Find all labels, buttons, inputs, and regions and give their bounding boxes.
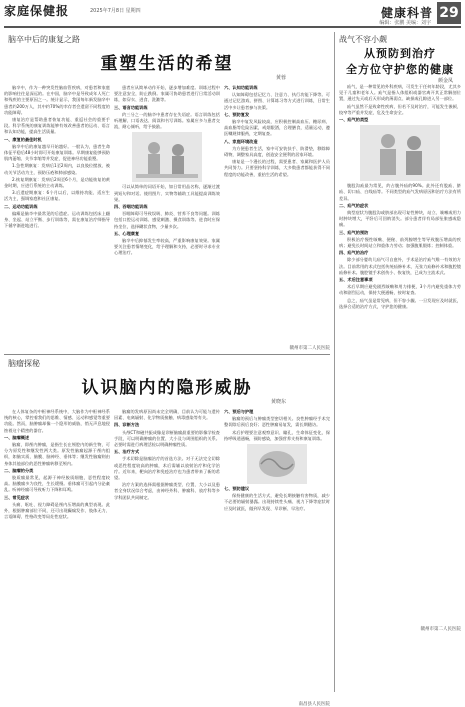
section-heading: 七、预防建议: [224, 486, 250, 492]
paragraph: 头痛、呕吐、视力障碍是颅内压增高的典型表现。此外，根据肿瘤部位不同，还可出现癫痫发作、肢体无力、言语障碍、性格改变等局灶性症状。: [4, 501, 110, 520]
section-heading: 四、疝气的治疗: [339, 250, 369, 256]
author-affiliation: 南昌县人民医院: [298, 702, 330, 707]
paragraph: 脑卒中，作为一种突发性脑血管疾病，对患者和家庭的影响往往是深远的。在中国，脑卒中是导致成年人死亡和残疾的主要原因之一。统计显示，我国每年新发脑卒中患者约200万人，其中约70%的幸存者会遗留不同程度的功能障碍。: [4, 85, 110, 115]
paragraph: 典型症状为腹股沟或脐部出现可复性肿块，站立、咳嗽或用力时肿块增大，平卧后可回纳消失。部分患者伴有局部坠胀感或隐痛。: [339, 210, 461, 228]
text-column: [224, 409, 330, 699]
article-kicker: 脑卒中后的康复之路: [8, 35, 80, 44]
paragraph: 可以从简单的词语开始，如日常用品名称，逐渐过渡到短句和对话。使用图片、实物等辅助工具能提高训练效果。: [114, 184, 220, 202]
section-title-left: 家庭保健报: [4, 4, 70, 18]
article-title-line1: 从预防到治疗: [364, 47, 436, 60]
section-heading: 五、心理康复: [114, 230, 140, 236]
article-body: [4, 409, 330, 699]
article-byline: 颜金凤: [437, 78, 453, 84]
section-heading: 一、疝气的类型: [339, 117, 369, 123]
paragraph: 在人体复杂的中枢神经系统中，大脑作为中枢神经系统的核心，掌控着我们的思维、情感、运动和感觉等重要功能。然而，脑肿瘤却像一个隐形的威胁，悄无声息地侵蚀着这个精密的器官。: [4, 409, 110, 433]
section-heading: 七、预防复发: [224, 111, 250, 117]
paragraph: 脑卒中复发风险较高，应积极控制高血压、糖尿病、高血脂等危险因素，戒烟限酒，合理膳食，适量运动，遵医嘱规律服药，定期复查。: [224, 119, 330, 137]
paragraph: 康复治疗是帮助患者恢复功能、重返社会的重要手段。科学系统的康复训练能够有效改善患者的运动、语言和认知功能，提高生活质量。: [4, 117, 110, 135]
paragraph: 总之，疝气虽是常见病，但不容小觑。一旦发现应及时就医，选择合适的治疗方式，守护您的健康。: [339, 297, 461, 309]
paragraph: 约三分之一的脑卒中患者存在失语症。语言训练包括听理解、口语表达、阅读和书写训练。家属应多与患者交流，耐心倾听，给予鼓励。: [114, 111, 220, 130]
section-heading: 四、诊断方法: [114, 422, 140, 428]
section-heading: 三、疝气的预防: [339, 229, 369, 235]
paragraph: 疝气，是一种常见的外科疾病，可发生于任何年龄段，尤其多见于儿童和老年人。疝气是指人体组织或器官离开其正常解剖位置，通过先天或后天形成的薄弱点、缺损或孔隙进入另一部位。: [339, 84, 461, 102]
section-heading: 二、运动功能训练: [4, 203, 38, 209]
paragraph: 疝气虽然不是致命性疾病，但若不及时治疗，可能发生嵌顿、绞窄等严重并发症，危及生命安全。: [339, 103, 461, 115]
paragraph: 胶质瘤最常见，起源于神经胶质细胞，恶性程度较高。脑膜瘤多为良性，生长缓慢。垂体瘤可引起内分泌紊乱。听神经瘤可导致听力下降和耳鸣。: [4, 475, 110, 493]
page-number: 29: [437, 2, 461, 24]
paragraph: 2.恢复期康复：发病后2周至6个月，是功能恢复的黄金时期，应进行系统的主动训练。: [4, 176, 110, 189]
article-kicker: 脑瘤探秘: [8, 359, 40, 368]
section-heading: 三、常见症状: [4, 494, 30, 500]
paragraph: 治疗方案的选择需根据肿瘤类型、位置、大小以及患者全身状况综合考虑，由神经外科、肿瘤科、放疗科等多学科团队共同制定。: [114, 482, 220, 500]
paragraph: 积极治疗慢性咳嗽、便秘、前列腺增生等导致腹压增高的疾病；避免长时间站立和重体力劳动；加强腹肌锻炼；控制体重。: [339, 236, 461, 249]
article-title-line2: 全方位守护您的健康: [346, 63, 454, 76]
illustration-image: [132, 132, 202, 182]
paragraph: 认知障碍包括记忆力、注意力、执行功能下降等。可通过记忆游戏、拼图、计算练习等方式进行训练，日常生活中多让患者参与决策。: [224, 92, 330, 110]
article-title: 重塑生活的希望: [100, 54, 234, 74]
author-affiliation: 赣州市第二人民医院: [420, 627, 461, 632]
paragraph: 术后早期应避免剧烈咳嗽和用力排便，3个月内避免重体力劳动和剧烈运动，保持大便通畅，按时复查。: [339, 284, 461, 296]
article-brain-tumor: [4, 358, 330, 707]
paragraph: 头颅CT和磁共振成像是诊断脑瘤最重要的影像学检查手段，可以明确肿瘤的位置、大小及与周围组织的关系。必要时需进行病理活检以明确肿瘤性质。: [114, 429, 220, 448]
paragraph: 1.急性期康复：发病后1至2周内，以良肢位摆放、被动关节活动为主，预防压疮和肺部感染。: [4, 163, 110, 175]
paragraph: 吞咽障碍可导致误吸、肺炎、营养不良等问题。训练包括口腔运动训练、感觉刺激、摄食训练等。进食时应保持坐位，选择糊状食物，少量多次。: [114, 211, 220, 229]
section-heading: 五、术后注意事项: [339, 277, 373, 283]
text-column: [4, 85, 110, 343]
paragraph: 3.后遗症期康复：6个月以后，以维持功能、适应生活为主，强调家庭和社区康复。: [4, 190, 110, 202]
article-title: 认识脑内的隐形威胁: [81, 378, 253, 398]
section-divider: [4, 354, 330, 355]
article-body: [4, 85, 330, 343]
paragraph: 除少部分婴幼儿疝气可自愈外，手术是治疗疝气唯一有效的方法。目前常用的术式包括传统疝修补术、无张力疝修补术和腹腔镜疝修补术。腹腔镜手术创伤小、恢复快，已成为主流术式。: [339, 257, 461, 275]
paragraph: 脑瘤，即颅内肿瘤，是指生长在颅腔内的新生物，可分为原发性和继发性两大类。原发性脑瘤起源于颅内组织，如脑实质、脑膜、脑神经、垂体等；继发性脑瘤则由身体其他部位的恶性肿瘤转移至颅内。: [4, 442, 110, 466]
illustration-image: [360, 125, 440, 181]
section-heading: 三、语言功能训练: [114, 104, 148, 110]
article-body: [339, 84, 461, 624]
text-column: [4, 409, 110, 699]
paragraph: 偏瘫是脑卒中最常见的后遗症。运动训练包括床上翻身、坐起、站立平衡、步行训练等，需在康复治疗师指导下循序渐进地进行。: [4, 210, 110, 229]
section-heading: 一、脑瘤概述: [4, 434, 30, 440]
text-column: [114, 85, 220, 343]
article-byline: 黄蓉: [275, 75, 286, 81]
section-heading: 五、治疗方式: [114, 449, 140, 455]
paragraph: 脑瘤的发病原因尚未完全明确，目前认为可能与遗传因素、电离辐射、化学物质接触、病毒感染等有关。: [114, 409, 220, 421]
section-heading: 一、康复的最佳时机: [4, 136, 42, 142]
paragraph: 脑卒中后的康复越早开始越好。一般认为，患者生命体征平稳后48小时即可开始康复训练。早期康复能够预防肌肉萎缩、关节挛缩等并发症，促进神经功能重塑。: [4, 143, 110, 162]
masthead: [4, 2, 461, 28]
author-affiliation: 赣州市第二人民医院: [289, 346, 330, 351]
right-column: [334, 32, 461, 692]
paragraph: 保持健康的生活方式，避免长期接触有害物质，减少不必要的辐射暴露。出现持续性头痛、视力下降等症状时应及时就医，做到早发现、早诊断、早治疗。: [224, 493, 330, 511]
section-heading: 四、吞咽功能训练: [114, 204, 148, 210]
paragraph: 为方便患者生活，家中可安装扶手、防滑垫，移除障碍物，调整家具高度，创造安全便利的居家环境。: [224, 145, 330, 158]
section-title-right: 健康科普: [380, 6, 433, 20]
left-column: [4, 32, 330, 707]
article-kicker: 战气不容小觑: [339, 35, 387, 44]
text-column: [114, 409, 220, 699]
article-byline: 黄晓东: [270, 399, 286, 405]
issue-date: 2025年7月8日 星期四: [90, 8, 141, 14]
section-heading: 二、疝气的症状: [339, 202, 369, 208]
text-column: [224, 85, 330, 343]
section-heading: 二、脑瘤的分类: [4, 467, 34, 473]
paragraph: 患者应从简单动作开始，逐步增加难度。训练过程中要注意安全，防止跌倒。家属可协助患者进行日常活动训练，如穿衣、进食、洗漱等。: [114, 85, 220, 103]
paragraph: 术后护理要注意观察意识、瞳孔、生命体征变化，保持呼吸道通畅，预防感染，加强营养支持和康复训练。: [224, 429, 330, 441]
section-heading: 八、家庭环境改造: [224, 138, 258, 144]
article-rehab: [4, 34, 330, 351]
paragraph: 脑瘤的预后与肿瘤类型密切相关。良性肿瘤经手术完整切除后预后良好；恶性肿瘤易复发，需长期随访。: [224, 416, 330, 428]
section-heading: 六、预后与护理: [224, 409, 254, 414]
editor-line: 编辑：张鹏 美编：刘宇: [379, 20, 431, 26]
paragraph: 脑卒中后抑郁发生率较高，严重影响康复效果。家属要关注患者情绪变化，给予理解和支持，必要时寻求专业心理治疗。: [114, 238, 220, 256]
paragraph: 腹股沟疝最为常见，约占腹外疝的90%。此外还有股疝、脐疝、切口疝、白线疝等。不同类型的疝气发病原因和治疗方法有所差异。: [339, 183, 461, 201]
paragraph: 康复是一个漫长的过程，需要患者、家属和医护人员共同努力。只要坚持科学训练，大多数患者都能获得不同程度的功能改善，重拾生活的希望。: [224, 159, 330, 177]
section-heading: 六、认知功能训练: [224, 85, 258, 90]
paragraph: 手术切除是脑瘤治疗的首选方法。对于无法完全切除或恶性程度较高的肿瘤，术后需辅以放射治疗和化学治疗。近年来，靶向治疗和免疫治疗也为患者带来了新的希望。: [114, 456, 220, 481]
illustration-image: [247, 444, 307, 484]
